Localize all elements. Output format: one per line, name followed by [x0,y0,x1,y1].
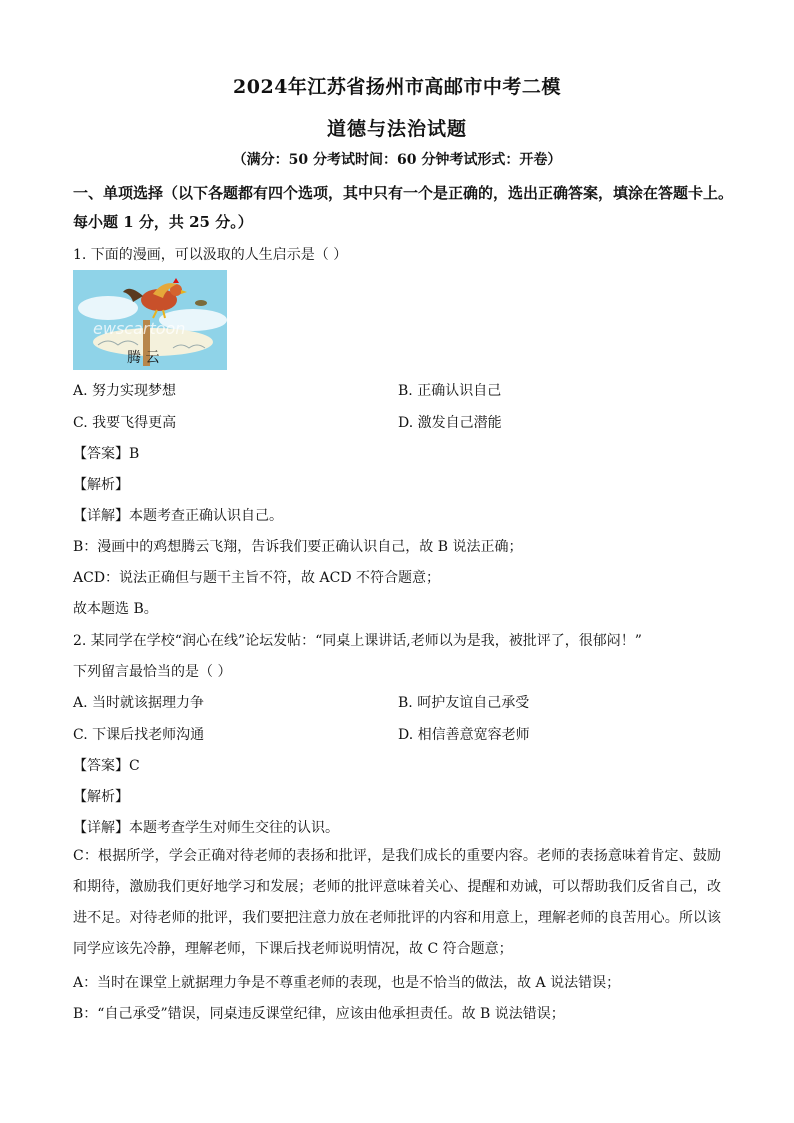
q2-explanation-b: B：“自己承受”错误，同桌违反课堂纪律，应该由他承担责任。故 B 说法错误； [73,1006,565,1022]
q2-option-c: C. 下课后找老师沟通 [73,727,205,743]
q2-analysis-label: 【解析】 [73,789,129,805]
comic-watermark: ewscartoon [93,319,186,338]
q1-option-c: C. 我要飞得更高 [73,415,177,431]
question-1-stem: 1. 下面的漫画，可以汲取的人生启示是（ ） [73,247,348,263]
q1-analysis-label: 【解析】 [73,477,129,493]
q1-option-a: A. 努力实现梦想 [73,383,177,399]
q2-option-a: A. 当时就该据理力争 [73,695,205,711]
q1-detail: 【详解】本题考查正确认识自己。 [73,508,283,524]
exam-subject: 道德与法治试题 [326,118,467,140]
rooster-cloud-illustration [73,270,227,370]
q2-detail: 【详解】本题考查学生对师生交往的认识。 [73,820,339,836]
q1-conclusion: 故本题选 B。 [73,601,158,617]
question-2-prompt: 下列留言最恰当的是（ ） [73,664,232,680]
section-heading: 一、单项选择（以下各题都有四个选项，其中只有一个是正确的，选出正确答案，填涂在答题卡上。每小题 1 分，共 25 分。） [73,184,734,231]
q1-explanation-b: B：漫画中的鸡想腾云飞翔，告诉我们要正确认识自己，故 B 说法正确； [73,539,523,555]
question-2-stem: 2. 某同学在学校“润心在线”论坛发帖：“同桌上课讲话,老师以为是我，被批评了，很郁闷！” [73,633,642,649]
q2-option-b: B. 呵护友谊自己承受 [398,695,530,711]
q1-explanation-acd: ACD：说法正确但与题干主旨不符，故 ACD 不符合题意； [73,570,440,586]
q1-option-d: D. 激发自己潜能 [398,415,502,431]
q1-answer: 【答案】B [73,446,140,462]
q2-explanation-a: A：当时在课堂上就据理力争是不尊重老师的表现，也是不恰当的做法，故 A 说法错误； [73,975,621,991]
q2-explanation-c: C：根据所学，学会正确对待老师的表扬和批评，是我们成长的重要内容。老师的表扬意味着肯定、鼓励和期待，激励我们更好地学习和发展；老师的批评意味着关心、提醒和劝诫，可以帮助我们反省自己，改进不足。对待老师的批评，我们要把注意力放在老师批评的内容和用意上，理解老师的良苦用心。所以该同学应该先冷静，理解老师，下课后找老师说明情况，故 C 符合题意； [73,848,721,957]
exam-title: 2024年江苏省扬州市高邮市中考二模 [233,76,561,98]
q1-option-b: B. 正确认识自己 [398,383,502,399]
exam-info: （满分：50 分考试时间：60 分钟考试形式：开卷） [232,152,562,168]
q2-answer: 【答案】C [73,758,140,774]
comic-image [73,270,227,370]
comic-caption: 腾 云 [127,350,160,366]
q2-option-d: D. 相信善意宽容老师 [398,727,530,743]
